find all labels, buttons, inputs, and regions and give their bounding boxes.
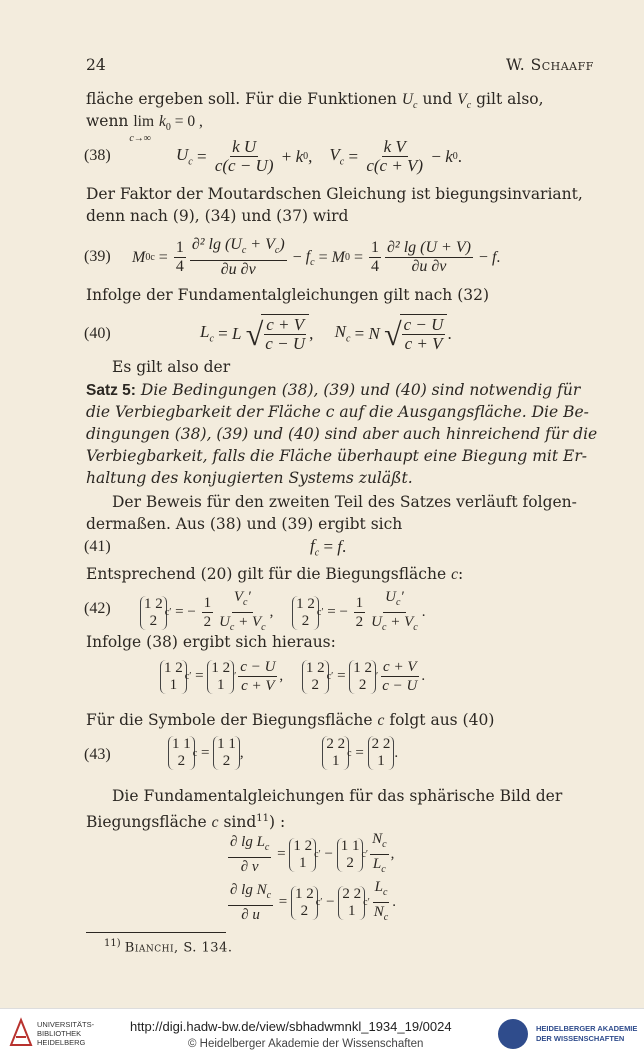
copyright-notice: © Heidelberger Akademie der Wissenschaften [188, 1038, 424, 1050]
text-line: Infolge der Fundamentalgleichungen gilt nach (32) [86, 286, 490, 304]
text-line: Es gilt also der [112, 358, 231, 376]
text-line: denn nach (9), (34) und (37) wird [86, 207, 349, 225]
text-line: Für die Symbole der Biegungsfläche c folgt aus (40) [86, 711, 495, 729]
equation-derived: 1 2 1 c ′ = 1 2 1 ′ $\frac{c - U}{c + V}$ , 1 2 2 c ′ = 1 2 2 ′ $\frac{c + V}{c - U}$ . [160, 658, 425, 695]
equation-number: (40) [84, 325, 111, 342]
university-library-name: UNIVERSITÄTS- BIBLIOTHEK HEIDELBERG [37, 1020, 95, 1047]
equation-number: (41) [84, 538, 111, 555]
footnote-rule [86, 932, 226, 933]
theorem-label: Satz 5: [86, 382, 136, 399]
text-line: wenn lim c→∞ $k_0 = 0$ , [86, 112, 203, 144]
academy-logo-icon [498, 1019, 528, 1049]
equation-43: 1 1 2 c = 1 1 2 , 2 2 1 c = 2 2 1 . [168, 736, 398, 770]
text-line: Biegungsfläche c sind$^{11}$) : [86, 813, 286, 832]
equation-number: (38) [84, 147, 111, 164]
running-head-author: W. Schaaff [506, 56, 594, 74]
theorem-line: die Verbiegbarkeit der Fläche c auf die Ausgangsfläche. Die Be- [86, 403, 589, 421]
equation-number: (42) [84, 600, 111, 617]
library-seal-icon [8, 1017, 34, 1047]
text-line: dermaßen. Aus (38) und (39) ergibt sich [86, 515, 403, 533]
equation-final-1: $\frac{\partial \lg L_c}{\partial v}$ = 1 2 1 c ′ − 1 1 2 c ′ $\frac{N_c}{L_c}$ , [230, 831, 395, 875]
equation-number: (39) [84, 248, 111, 265]
text-line: fläche ergeben soll. Für die Funktionen $U_c$ und $V_c$ gilt also, [86, 90, 544, 112]
footnote: $^{11)}$ Bianchi, S. 134. [104, 938, 233, 956]
equation-number: (43) [84, 746, 111, 763]
equation-41: $f_c$ = f . [310, 536, 347, 559]
theorem-line: Verbiegbarkeit, falls die Fläche überhaupt eine Biegung mit Er- [86, 447, 587, 465]
theorem-line: haltung des konjugierten Systems zuläßt. [86, 469, 413, 487]
equation-42: 1 2 2 c ′ = − $\frac{1}{2}$ $\frac{V_c'}{U_c + V_c}$ , 1 2 2 c ′ = − $\frac{1}{2}$ $\frac{U_c'}{U_c + V_c}$ . [140, 588, 425, 637]
viewer-footer [0, 1008, 644, 1057]
academy-name: HEIDELBERGER AKADEMIE DER WISSENSCHAFTEN [536, 1024, 638, 1043]
theorem-line: Satz 5: Die Bedingungen (38), (39) und (40) sind notwendig für [86, 381, 581, 399]
text-line: Infolge (38) ergibt sich hieraus: [86, 633, 336, 651]
text-line: Die Fundamentalgleichungen für das sphärische Bild der [112, 787, 563, 805]
university-library-logo [8, 1017, 34, 1051]
permalink-url[interactable]: http://digi.hadw-bw.de/view/sbhadwmnkl_1934_19/0024 [130, 1019, 452, 1034]
text-line: Entsprechend (20) gilt für die Biegungsfläche c: [86, 565, 464, 583]
text-line: Der Faktor der Moutardschen Gleichung ist biegungsinvariant, [86, 185, 583, 203]
page-number: 24 [86, 56, 106, 74]
equation-38: $U_c$ = $\frac{\text{k U}}{c(c - U)}$ + k 0 , $V_c$ = $\frac{\text{k V}}{c(c + V)}$ − k 0 . [176, 137, 462, 175]
equation-39: M 0c = $\frac{1}{4}$ $\frac{\partial^2 \lg (U_c + V_c)}{\partial u \partial v}$ − $f_c$ = M 0 = $\frac{1}{4}$ $\frac{\text{∂² lg (U + V)}}{\partial u \partial v}$ − f . [132, 236, 501, 279]
theorem-line: dingungen (38), (39) und (40) sind aber auch hinreichend für die [86, 425, 598, 443]
text-line: Der Beweis für den zweiten Teil des Satzes verläuft folgen- [112, 493, 577, 511]
equation-40: $L_c$ = L √ $\frac{c + V}{c - U}$ , $N_c$ = N √ $\frac{c - U}{c + V}$ . [200, 315, 452, 353]
equation-final-2: $\frac{\partial \lg N_c}{\partial u}$ = 1 2 2 c ′ − 2 2 1 c ′ $\frac{L_c}{N_c}$ . [230, 879, 396, 923]
